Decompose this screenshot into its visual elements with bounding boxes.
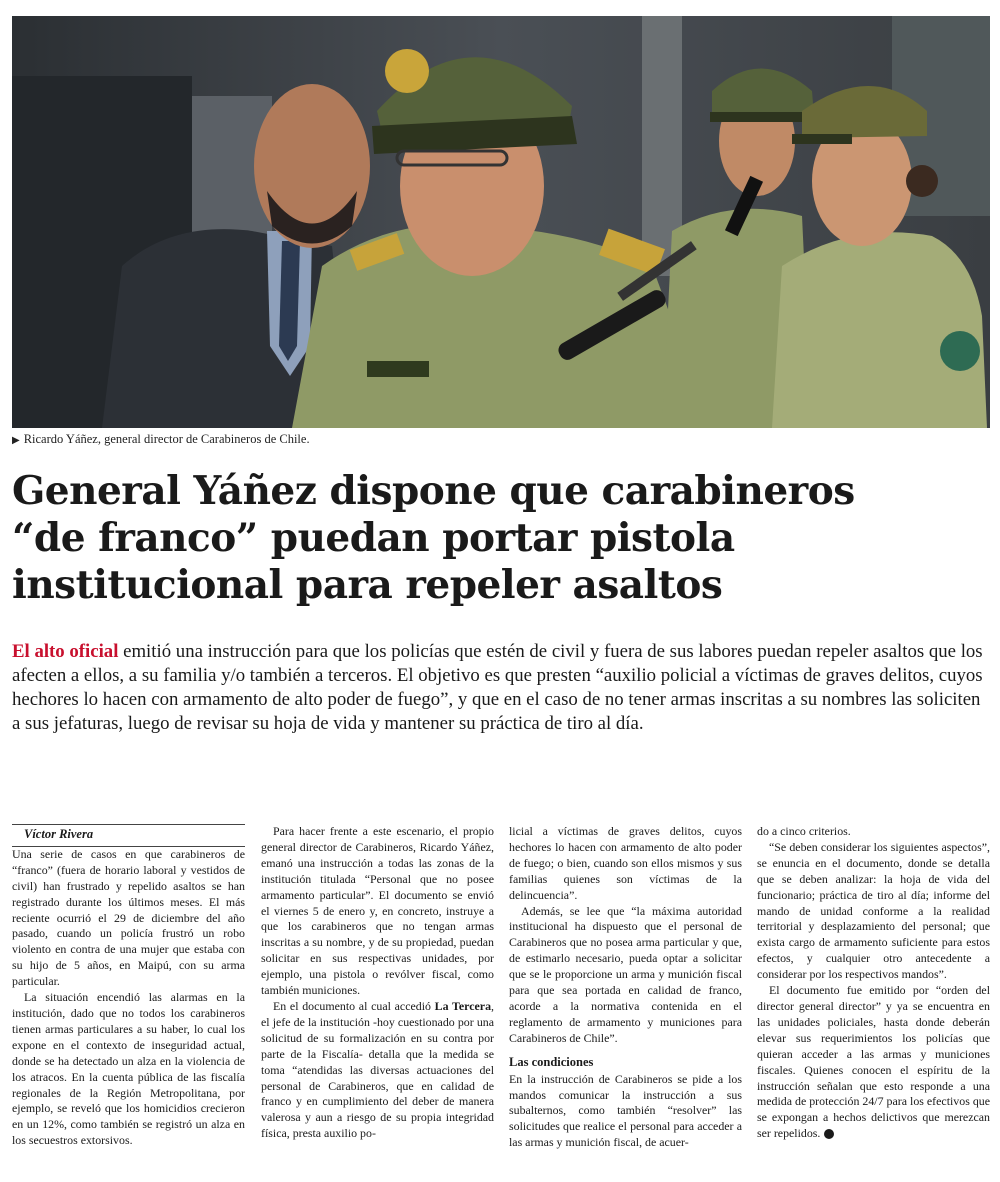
lead-kicker: El alto oficial <box>12 641 119 662</box>
paragraph-text: , el jefe de la institución -hoy cuestionado por una solicitud de su formalización en su contra por parte de la Fiscalía- detalla que la medida se toma “atendidas las diversas actuaciones del personal de Carabineros, que en calidad de franco y en cumplimiento del deber de manera valerosa y aun a riesgo de su propia integridad física, presta auxilio po- <box>261 998 494 1141</box>
paragraph: “Se deben considerar los siguientes aspectos”, se enuncia en el documento, donde se detalla que se deben analizar: la hoja de vida del funcionario; práctica de tiro al día; informe del mando de unidad conforme a la realidad territorial y desplazamiento del personal; que exista cargo de armamento suficiente para estos efectos, y cualquier otro antecedente a considerar por los respectivos mandos”. <box>757 839 990 982</box>
column-2 <box>261 824 494 1142</box>
paragraph: En la instrucción de Carabineros se pide a los mandos comunicar la instrucción a sus subalternos, como también “resolver” las solicitudes que realice el personal para acceder a las armas y munición fiscal, de acuer- <box>509 1071 742 1150</box>
caption-text: Ricardo Yáñez, general director de Carabineros de Chile. <box>23 432 310 446</box>
paragraph <box>757 983 990 1142</box>
byline: Víctor Rivera <box>12 824 245 847</box>
publication-name: La Tercera <box>434 998 492 1013</box>
column-1 <box>12 824 245 1149</box>
column-3 <box>509 824 742 1151</box>
article-photo <box>12 16 990 428</box>
paragraph: Una serie de casos en que carabineros de “franco” (fuera de horario laboral y vestidos de civil) han frustrado y repelido asaltos se han registrado durante los últimos meses. El más reciente ocurrió el 29 de diciembre del año pasado, cuando un policía frustró un robo violento en contra de una mujer que estaba con su hijo de 5 años, en Maipú, con su arma particular. <box>12 846 245 989</box>
article-body <box>12 824 990 1169</box>
paragraph: La situación encendió las alarmas en la institución, dado que no todos los carabineros tienen armas particulares a su haber, lo cual los expone en el contexto de inseguridad actual, donde se ha detectado un alza en la violencia de los atracos. En la cuenta pública de las fiscalía regionales de la Región Metropolitana, por ejemplo, se reveló que los homicidios crecieron en un 12%, como también se registró un alza en los secuestros extorsivos. <box>12 990 245 1148</box>
caption-arrow-icon: ▶ <box>12 435 20 446</box>
paragraph: licial a víctimas de graves delitos, cuyos hechores lo hacen con armamento de alto poder de fuego; o bien, cuando son ellos mismos y sus familias quienes son víctimas de la delincuencia”. <box>509 824 742 902</box>
subheading: Las condiciones <box>509 1054 594 1069</box>
paragraph: do a cinco criterios. <box>757 824 851 838</box>
paragraph-text: En el documento al cual accedió <box>273 998 435 1013</box>
paragraph <box>261 999 494 1142</box>
column-4 <box>757 824 990 1142</box>
end-of-article-icon <box>824 1129 834 1139</box>
lead-text: emitió una instrucción para que los policías que estén de civil y fuera de sus labores puedan repeler asaltos que los afecten a ellos, a su familia y/o también a terceros. El objetivo es que presten “auxilio policial a víctimas de graves delitos, cuyos hechores lo hacen con armamento de alto poder de fuego”, y que en el caso de no tener armas inscritas a su nombres las soliciten a sus jefaturas, luego de revisar su hoja de vida y mantener su práctica de tiro al día. <box>12 641 983 734</box>
paragraph: Para hacer frente a este escenario, el propio general director de Carabineros, Ricardo Yáñez, emanó una instrucción a todas las zonas de la institución titulada “Personal que no posee armamento particular”. El documento se envió el viernes 5 de enero y, en concreto, instruye a que los carabineros que no tengan armas inscritas a su nombre, y de su propiedad, puedan solicitar en sus respectivas unidades, por ejemplo, una pistola o revólver fiscal, como también municiones. <box>261 824 494 998</box>
headline: General Yáñez dispone que carabineros “de franco” puedan portar pistola institucional para repeler asaltos <box>12 468 855 608</box>
lead-paragraph <box>12 640 987 736</box>
paragraph: Además, se lee que “la máxima autoridad institucional ha dispuesto que el personal de Carabineros que no posea arma particular y que, de estimarlo necesario, pueda optar a solicitar que se le proporcione un arma y munición fiscal para que sea portada en calidad de franco, acorde a la normativa contenida en el reglamento de armamento y municiones para Carabineros de Chile”. <box>509 903 742 1045</box>
photo-illustration <box>12 16 990 428</box>
photo-caption <box>12 432 990 447</box>
paragraph-text: El documento fue emitido por “orden del director general director” y ya se encuentra en las unidades policiales, hasta donde deberán elevar sus requerimientos los policías que quieran acceder a las armas y municiones fiscales. Quienes conocen el espíritu de la instrucción señalan que esto responde a una medida de protección 24/7 para los efectivos que se expongan a hechos delictivos que merezcan ser repelidos. <box>757 983 990 1141</box>
